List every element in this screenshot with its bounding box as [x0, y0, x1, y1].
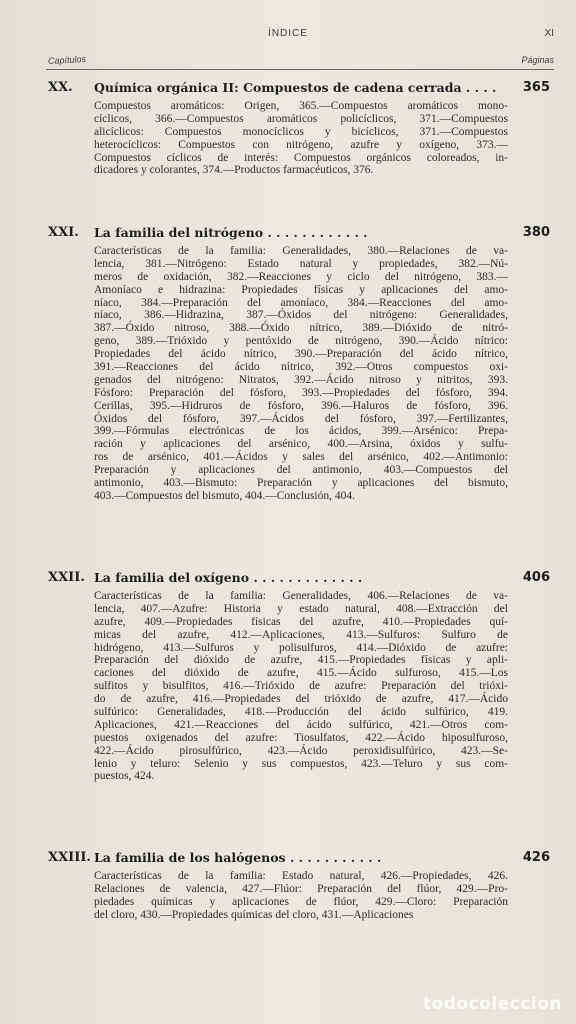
contents-line: Compuestos cíclicos de interés: Compuestos orgánicos coloreados, in-: [94, 151, 508, 164]
contents-line: Propiedades del ácido nítrico, 390.—Preparación del ácido nítrico,: [94, 348, 508, 361]
contents-line: geno, 389.—Trióxido y pentóxido de nitrógeno, 390.—Ácido nítrico:: [94, 335, 508, 348]
contents-line: sulfúrico: Generalidades, 418.—Producción del ácido sulfúrico, 419.: [94, 706, 508, 719]
chapter-number: XX.: [48, 80, 73, 95]
chapter-number: XXI.: [48, 225, 79, 240]
running-head-title: ÍNDICE: [268, 28, 308, 39]
chapter-contents: [94, 590, 508, 783]
contents-line: del cloro, 430.—Propiedades químicas del cloro, 431.—Aplicaciones: [94, 908, 414, 921]
column-headings: [0, 55, 576, 69]
chapter-heading: [0, 570, 576, 590]
chapter-page: 380: [522, 225, 550, 240]
chapter-number: XXII.: [48, 570, 85, 585]
chapters-column-label: Capítulos: [47, 54, 87, 66]
contents-line: 422.—Ácido pirosulfúrico, 423.—Ácido peroxidisulfúrico, 423.—Se-: [94, 744, 508, 757]
contents-line: 399.—Fórmulas electrónicas de los ácidos, 399.—Arsénico: Prepa-: [94, 425, 508, 438]
chapter-contents: [94, 245, 508, 503]
contents-line: Características de la familia: Estado natural, 426.—Propiedades, 426.: [94, 870, 508, 882]
contents-line: Relaciones de valencia, 427.—Flúor: Preparación del flúor, 429.—Pro-: [94, 882, 508, 895]
running-head-page-number: XI: [544, 28, 554, 39]
contents-line: Cerillas, 395.—Hidruros de fósforo, 396.—Haluros de fósforo, 396.: [94, 399, 508, 412]
contents-line: 391.—Reacciones del ácido nítrico, 392.—Otros compuestos oxi-: [94, 361, 508, 374]
contents-line: meros de oxidación, 382.—Reacciones y ciclo del nitrógeno, 383.—: [94, 270, 508, 283]
contents-line: lenio y teluro: Selenio y sus compuestos, 423.—Teluro y sus com-: [94, 757, 508, 770]
chapter-contents: [94, 100, 508, 177]
chapter-page: 365: [522, 80, 550, 95]
contents-line: Aplicaciones, 421.—Reacciones del ácido sulfúrico, 421.—Otros com-: [94, 718, 508, 731]
contents-line: hidrógeno, 413.—Sulfuros y polisulfuros, 414.—Dióxido de azufre:: [94, 641, 508, 654]
chapter-title: La familia del oxígeno . . . . . . . . . . . . .: [94, 570, 363, 585]
contents-line: Características de la familia: Generalidades, 406.—Relaciones de va-: [94, 590, 508, 602]
contents-line: micas del azufre, 412.—Aplicaciones, 413.—Sulfuros: Sulfuro de: [94, 628, 508, 641]
contents-line: antimonio, 403.—Bismuto: Preparación y aplicaciones del bismuto,: [94, 477, 508, 490]
running-head: [0, 28, 576, 44]
contents-line: do de azufre, 416.—Propiedades del trióxido de azufre, 417.—Ácido: [94, 693, 508, 706]
chapter-page: 426: [522, 850, 550, 865]
contents-line: Compuestos aromáticos: Origen, 365.—Compuestos aromáticos mono-: [94, 100, 508, 112]
chapter-title: Química orgánica II: Compuestos de cadena cerrada . . . .: [94, 80, 497, 95]
contents-line: Fósforo: Preparación del fósforo, 393.—Propiedades del fósforo, 394.: [94, 386, 508, 399]
contents-line: Preparación y aplicaciones del antimonio, 403.—Compuestos del: [94, 464, 508, 477]
chapter-heading: [0, 225, 576, 245]
contents-line: puestos, 424.: [94, 770, 155, 783]
contents-line: Amoníaco e hidrazina: Propiedades físicas y aplicaciones del amo-: [94, 283, 508, 296]
contents-line: 387.—Óxido nitroso, 388.—Óxido nítrico, 389.—Dióxido de nitró-: [94, 322, 508, 335]
chapter-heading: [0, 80, 576, 100]
contents-line: ración y aplicaciones del arsénico, 400.—Arsina, óxidos y sulfu-: [94, 438, 508, 451]
watermark-logo: todocoleccion: [422, 994, 562, 1014]
contents-line: Preparación del dióxido de azufre, 415.—Propiedades físicas y apli-: [94, 654, 508, 667]
chapter-number: XXIII.: [48, 850, 91, 865]
contents-line: puestos oxigenados del azufre: Tiosulfatos, 422.—Ácido hiposulfuroso,: [94, 731, 508, 744]
contents-line: alicíclicos: Compuestos monocíclicos y bicíclicos, 371.—Compuestos: [94, 125, 508, 138]
contents-line: cíclicos, 366.—Compuestos aromáticos policíclicos, 371.—Compuestos: [94, 112, 508, 125]
chapter-entry-xxii: [0, 570, 576, 783]
chapter-entry-xxiii: [0, 850, 576, 922]
contents-line: 403.—Compuestos del bismuto, 404.—Conclusión, 404.: [94, 489, 355, 502]
contents-line: heterocíclicos: Compuestos con nitrógeno, azufre y oxígeno, 373.—: [94, 138, 508, 151]
contents-line: sulfitos y bisulfitos, 416.—Trióxido de azufre: Preparación del trióxi-: [94, 680, 508, 693]
contents-line: lencia, 407.—Azufre: Historia y estado natural, 408.—Extracción del: [94, 602, 508, 615]
contents-line: níaco, 386.—Hidrazina, 387.—Óxidos del nitrógeno: Generalidades,: [94, 309, 508, 322]
contents-line: genados del nitrógeno: Nitratos, 392.—Ácido nitroso y nitritos, 393.: [94, 373, 508, 386]
chapter-entry-xxi: [0, 225, 576, 503]
chapter-page: 406: [522, 570, 550, 585]
chapter-title: La familia del nitrógeno . . . . . . . . . . . .: [94, 225, 368, 240]
contents-line: azufre, 409.—Propiedades físicas del azufre, 410.—Propiedades quí-: [94, 615, 508, 628]
contents-line: níaco, 384.—Preparación del amoníaco, 384.—Reacciones del amo-: [94, 296, 508, 309]
contents-line: Características de la familia: Generalidades, 380.—Relaciones de va-: [94, 245, 508, 257]
chapter-heading: [0, 850, 576, 870]
pages-column-label: Páginas: [521, 55, 554, 65]
contents-line: dicadores y colorantes, 374.—Productos farmacéuticos, 376.: [94, 164, 374, 177]
contents-line: lencia, 381.—Nitrógeno: Estado natural y propiedades, 382.—Nú-: [94, 257, 508, 270]
contents-line: caciones del dióxido de azufre, 415.—Ácido sulfuroso, 415.—Los: [94, 667, 508, 680]
contents-line: piedades químicas y aplicaciones de flúor, 429.—Cloro: Preparación: [94, 895, 508, 908]
chapter-entry-xx: [0, 80, 576, 177]
chapter-title: La familia de los halógenos . . . . . . . . . . .: [94, 850, 382, 865]
contents-line: Óxidos del fósforo, 397.—Ácidos del fósforo, 397.—Fertilizantes,: [94, 412, 508, 425]
contents-line: ros de arsénico, 401.—Ácidos y sales del arsénico, 402.—Antimonio:: [94, 451, 508, 464]
chapter-contents: [94, 870, 508, 922]
column-heading-rule: [46, 69, 554, 70]
